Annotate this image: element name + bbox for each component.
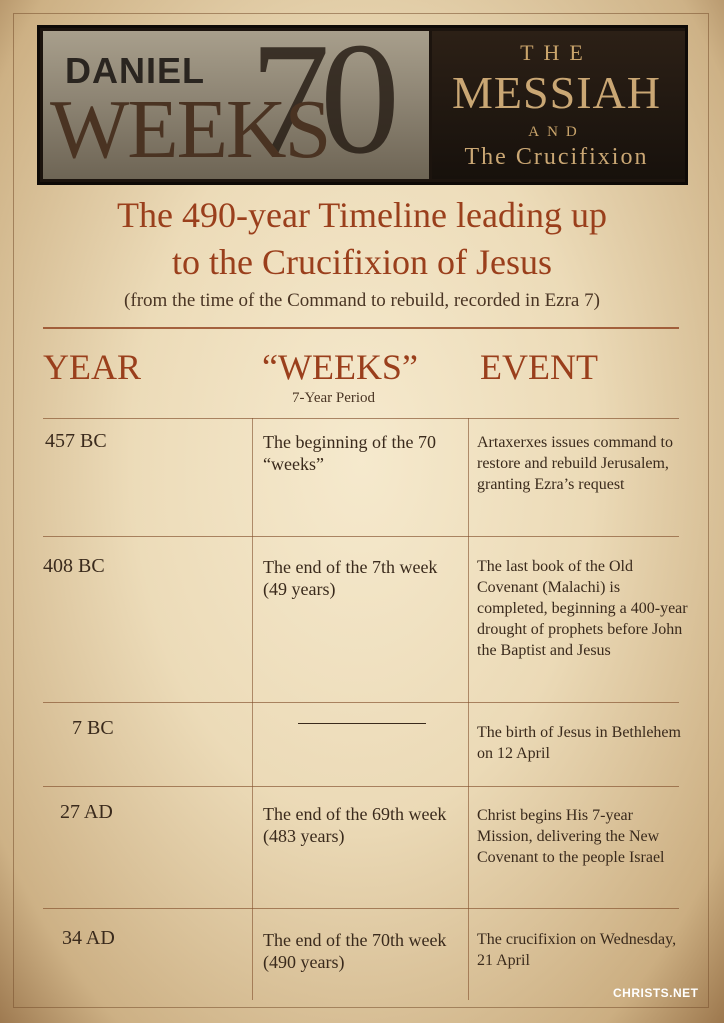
banner-weeks: WEEKS <box>50 83 330 176</box>
banner-crucifixion: The Crucifixion <box>464 144 649 170</box>
banner-seventy: 70 <box>250 25 390 185</box>
row-event: The crucifixion on Wednesday, 21 April <box>477 931 677 969</box>
row-divider <box>43 702 679 703</box>
row-divider <box>43 908 679 909</box>
row-event: The last book of the Old Covenant (Malachi) is completed, beginning a 400-year drought of prophets before John the Baptist and Jesus <box>477 558 688 659</box>
banner-and: AND <box>528 124 585 140</box>
row-event: Christ begins His 7-year Mission, delivering the New Covenant to the people Israel <box>477 807 665 866</box>
site-logo: CHRISTS.NET <box>613 986 699 1000</box>
page-title-line1: The 490-year Timeline leading up <box>117 195 607 235</box>
row-weeks: The beginning of the 70 “weeks” <box>263 432 436 474</box>
column-divider-2 <box>468 418 469 1000</box>
row-year: 457 BC <box>45 430 107 452</box>
row-year: 7 BC <box>72 717 114 739</box>
page-title-line2: to the Crucifixion of Jesus <box>172 242 552 282</box>
column-header-year: YEAR <box>43 347 141 387</box>
row-event: Artaxerxes issues command to restore and rebuild Jerusalem, granting Ezra’s request <box>477 434 673 493</box>
row-year: 34 AD <box>62 927 115 949</box>
row-divider <box>43 786 679 787</box>
banner-the: THE <box>520 40 593 65</box>
column-header-event: EVENT <box>480 347 598 387</box>
banner-daniel: DANIEL <box>65 50 205 91</box>
column-header-weeks: “WEEKS” <box>262 347 418 387</box>
row-weeks-dash <box>298 723 426 724</box>
header-top-rule <box>43 327 679 329</box>
row-year: 408 BC <box>43 555 105 577</box>
title-banner <box>37 25 688 185</box>
column-subheader-weeks: 7-Year Period <box>292 390 376 406</box>
row-year: 27 AD <box>60 801 113 823</box>
row-weeks: The end of the 69th week (483 years) <box>263 804 447 846</box>
row-event: The birth of Jesus in Bethlehem on 12 April <box>477 724 681 762</box>
column-divider-1 <box>252 418 253 1000</box>
row-weeks: The end of the 7th week (49 years) <box>263 557 438 599</box>
row-divider <box>43 536 679 537</box>
page-subtitle: (from the time of the Command to rebuild, recorded in Ezra 7) <box>124 290 600 311</box>
row-weeks: The end of the 70th week (490 years) <box>263 930 447 972</box>
banner-messiah: MESSIAH <box>452 67 661 118</box>
header-bottom-rule <box>43 418 679 419</box>
